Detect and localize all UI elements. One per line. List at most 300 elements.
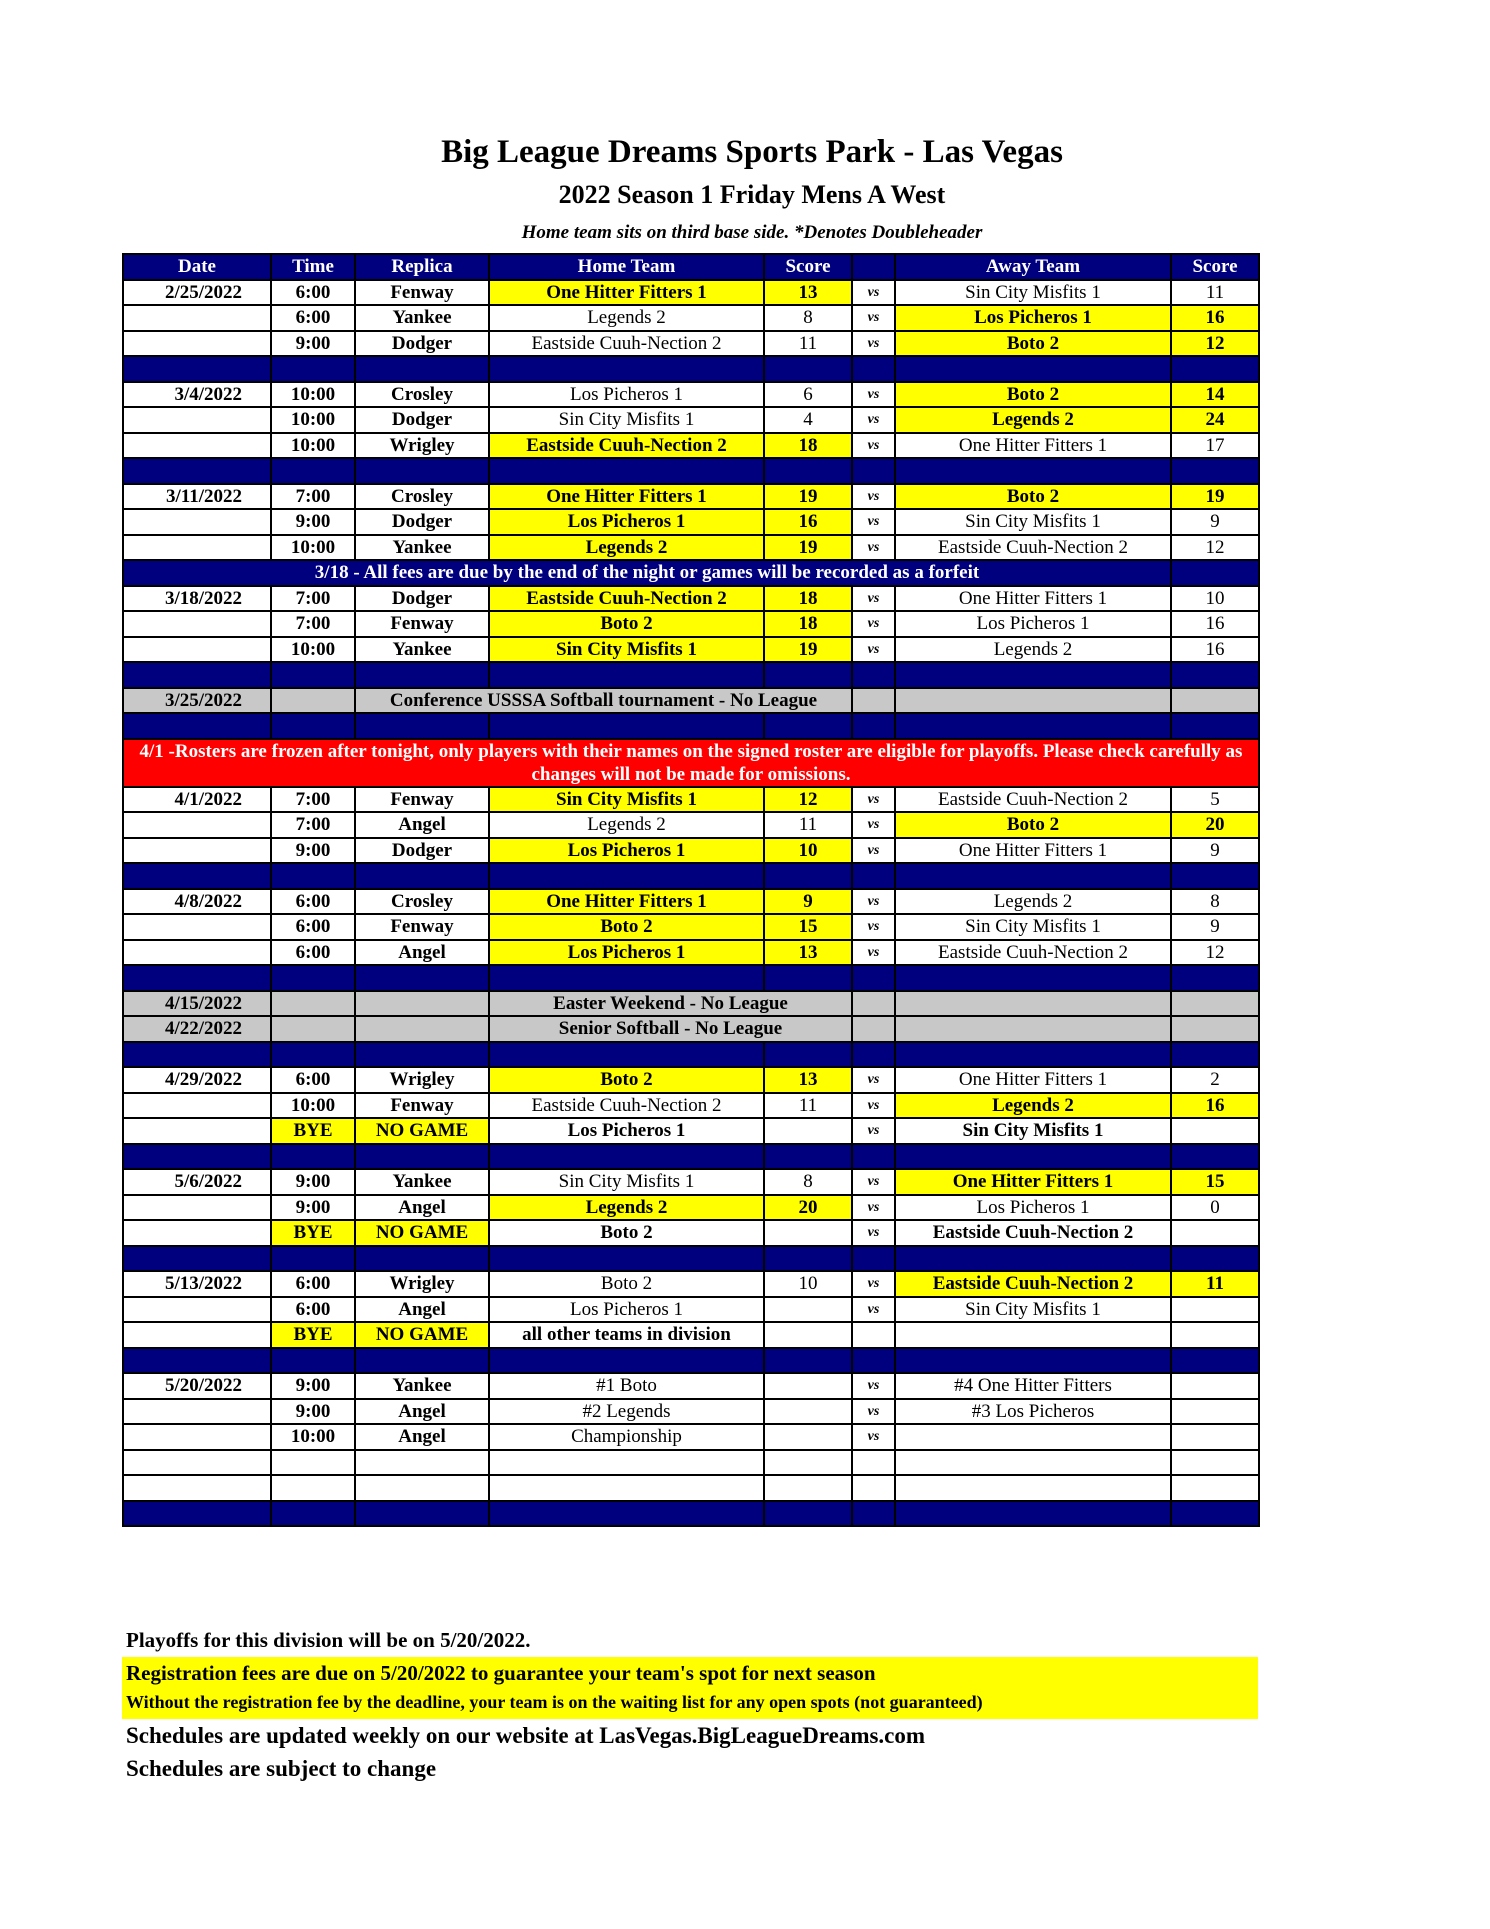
schedule-table: [122, 253, 1260, 1527]
away-score-cell: [1171, 1424, 1259, 1450]
spacer-cell: [123, 1348, 271, 1374]
vs-cell: vs: [852, 838, 895, 864]
home-team-cell: Los Picheros 1: [489, 1297, 764, 1323]
away-team-cell: One Hitter Fitters 1: [895, 1067, 1171, 1093]
home-team-cell: Los Picheros 1: [489, 382, 764, 408]
replica-cell: Yankee: [355, 637, 489, 663]
away-score-cell: [1171, 1373, 1259, 1399]
vs-cell: vs: [852, 305, 895, 331]
page-note: Home team sits on third base side. *Denotes Doubleheader: [521, 222, 983, 243]
date-cell: [123, 433, 271, 459]
time-cell: 6:00: [271, 305, 355, 331]
away-team-cell: Sin City Misfits 1: [895, 280, 1171, 306]
bye-label: BYE: [271, 1322, 355, 1348]
away-score-cell: [1171, 1399, 1259, 1425]
home-team-cell: One Hitter Fitters 1: [489, 889, 764, 915]
spacer-cell: [489, 1042, 764, 1068]
vs-cell: vs: [852, 280, 895, 306]
vs-cell: vs: [852, 1424, 895, 1450]
home-score-cell: 12: [764, 787, 852, 813]
no-league-row: [123, 991, 1259, 1017]
spacer-cell: [355, 662, 489, 688]
empty-cell: [489, 1450, 764, 1476]
time-cell: 9:00: [271, 331, 355, 357]
vs-cell: [852, 991, 895, 1017]
spacer-cell: [895, 1348, 1171, 1374]
spacer-cell: [123, 863, 271, 889]
vs-cell: vs: [852, 1271, 895, 1297]
vs-cell: vs: [852, 382, 895, 408]
away-team-cell: Eastside Cuuh-Nection 2: [895, 787, 1171, 813]
spacer-row: [123, 713, 1259, 739]
time-cell: 7:00: [271, 484, 355, 510]
spacer-row: [123, 1042, 1259, 1068]
home-score-cell: 19: [764, 484, 852, 510]
away-score-cell: 16: [1171, 611, 1259, 637]
away-team-cell: Eastside Cuuh-Nection 2: [895, 1220, 1171, 1246]
vs-cell: [852, 1322, 895, 1348]
vs-cell: vs: [852, 889, 895, 915]
date-cell: [123, 1195, 271, 1221]
vs-cell: vs: [852, 940, 895, 966]
away-score-cell: 12: [1171, 940, 1259, 966]
spacer-cell: [1171, 356, 1259, 382]
time-cell: 9:00: [271, 1399, 355, 1425]
spacer-cell: [355, 1144, 489, 1170]
spacer-cell: [355, 713, 489, 739]
home-team-cell: all other teams in division: [489, 1322, 764, 1348]
away-team-cell: One Hitter Fitters 1: [895, 586, 1171, 612]
no-game-label: NO GAME: [355, 1322, 489, 1348]
spacer-cell: [271, 1042, 355, 1068]
time-cell: 9:00: [271, 1169, 355, 1195]
home-score-cell: [764, 1424, 852, 1450]
time-cell: [271, 1016, 355, 1042]
away-team-cell: Sin City Misfits 1: [895, 1118, 1171, 1144]
home-score-cell: [764, 1322, 852, 1348]
no-league-row: [123, 1016, 1259, 1042]
home-score-cell: 16: [764, 509, 852, 535]
replica-cell: Angel: [355, 1424, 489, 1450]
time-cell: 6:00: [271, 940, 355, 966]
spacer-cell: [895, 1144, 1171, 1170]
spacer-cell: [355, 863, 489, 889]
empty-cell: [123, 1450, 271, 1476]
vs-cell: vs: [852, 433, 895, 459]
vs-cell: vs: [852, 812, 895, 838]
date-cell: [123, 509, 271, 535]
home-score-cell: 6: [764, 382, 852, 408]
home-team-cell: Los Picheros 1: [489, 838, 764, 864]
spacer-cell: [489, 1348, 764, 1374]
vs-cell: vs: [852, 787, 895, 813]
vs-cell: vs: [852, 1373, 895, 1399]
home-team-cell: #2 Legends: [489, 1399, 764, 1425]
away-team-cell: One Hitter Fitters 1: [895, 433, 1171, 459]
home-team-cell: Boto 2: [489, 914, 764, 940]
spacer-cell: [1171, 713, 1259, 739]
away-team-cell: Eastside Cuuh-Nection 2: [895, 940, 1171, 966]
col-header-vs: [852, 254, 895, 280]
game-row: [123, 637, 1259, 663]
away-score-cell: 14: [1171, 382, 1259, 408]
notice-row: [123, 560, 1259, 586]
no-league-row: [123, 688, 1259, 714]
spacer-cell: [271, 863, 355, 889]
spacer-cell: [489, 1501, 764, 1527]
game-row: [123, 611, 1259, 637]
no-league-text: Conference USSSA Softball tournament - No League: [355, 688, 852, 714]
away-score-cell: 11: [1171, 280, 1259, 306]
spacer-cell: [1171, 458, 1259, 484]
no-league-text: Senior Softball - No League: [489, 1016, 852, 1042]
spacer-cell: [489, 356, 764, 382]
empty-cell: [852, 1475, 895, 1501]
replica-cell: Yankee: [355, 1373, 489, 1399]
away-team-cell: Sin City Misfits 1: [895, 1297, 1171, 1323]
away-team-cell: Los Picheros 1: [895, 1195, 1171, 1221]
away-score-cell: 15: [1171, 1169, 1259, 1195]
home-team-cell: Eastside Cuuh-Nection 2: [489, 433, 764, 459]
spacer-cell: [355, 1246, 489, 1272]
spacer-cell: [895, 965, 1171, 991]
date-cell: 5/13/2022: [123, 1271, 271, 1297]
spacer-cell: [895, 863, 1171, 889]
game-row: [123, 1271, 1259, 1297]
away-team-cell: #3 Los Picheros: [895, 1399, 1171, 1425]
spacer-cell: [271, 965, 355, 991]
notice-text: 3/18 - All fees are due by the end of the night or games will be recorded as a forfeit: [123, 560, 1171, 586]
home-score-cell: 9: [764, 889, 852, 915]
spacer-cell: [271, 1348, 355, 1374]
date-cell: [123, 1118, 271, 1144]
spacer-cell: [895, 713, 1171, 739]
playoffs-note: Playoffs for this division will be on 5/20/2022.: [126, 1628, 531, 1652]
game-row: [123, 535, 1259, 561]
replica-cell: Fenway: [355, 611, 489, 637]
empty-cell: [764, 1450, 852, 1476]
game-row: [123, 382, 1259, 408]
away-team-cell: Los Picheros 1: [895, 305, 1171, 331]
time-cell: 9:00: [271, 838, 355, 864]
date-cell: 4/22/2022: [123, 1016, 271, 1042]
schedule-body: [123, 280, 1259, 1527]
spacer-cell: [852, 1501, 895, 1527]
away-team-cell: [895, 1322, 1171, 1348]
home-score-cell: 18: [764, 433, 852, 459]
spacer-cell: [852, 1348, 895, 1374]
time-cell: 6:00: [271, 1271, 355, 1297]
bye-row: [123, 1220, 1259, 1246]
vs-cell: vs: [852, 1399, 895, 1425]
away-team-cell: Legends 2: [895, 407, 1171, 433]
spacer-cell: [1171, 1246, 1259, 1272]
spacer-row: [123, 458, 1259, 484]
replica-cell: Dodger: [355, 509, 489, 535]
date-cell: 3/11/2022: [123, 484, 271, 510]
time-cell: 7:00: [271, 611, 355, 637]
spacer-cell: [123, 1246, 271, 1272]
empty-cell: [852, 1450, 895, 1476]
registration-box: [122, 1657, 1258, 1719]
col-header-time: Time: [271, 254, 355, 280]
away-team-cell: One Hitter Fitters 1: [895, 838, 1171, 864]
no-game-label: NO GAME: [355, 1220, 489, 1246]
spacer-cell: [852, 662, 895, 688]
away-team-cell: [895, 1424, 1171, 1450]
spacer-cell: [489, 863, 764, 889]
empty-cell: [271, 1475, 355, 1501]
home-team-cell: Championship: [489, 1424, 764, 1450]
home-team-cell: One Hitter Fitters 1: [489, 280, 764, 306]
home-score-cell: 11: [764, 812, 852, 838]
game-row: [123, 509, 1259, 535]
away-score-cell: 5: [1171, 787, 1259, 813]
spacer-cell: [355, 965, 489, 991]
time-cell: [271, 688, 355, 714]
col-header-home-team: Home Team: [489, 254, 764, 280]
spacer-cell: [1171, 1501, 1259, 1527]
spacer-cell: [764, 713, 852, 739]
home-score-cell: 15: [764, 914, 852, 940]
replica-cell: Crosley: [355, 484, 489, 510]
date-cell: [123, 812, 271, 838]
date-cell: [123, 535, 271, 561]
page-subtitle: 2022 Season 1 Friday Mens A West: [558, 180, 946, 209]
home-team-cell: Boto 2: [489, 1220, 764, 1246]
date-cell: [123, 305, 271, 331]
away-score-cell: 9: [1171, 838, 1259, 864]
spacer-cell: [764, 356, 852, 382]
empty-cell: [355, 1450, 489, 1476]
home-score-cell: 13: [764, 280, 852, 306]
game-row: [123, 1195, 1259, 1221]
spacer-cell: [764, 1144, 852, 1170]
home-score-cell: [764, 1220, 852, 1246]
date-cell: [123, 407, 271, 433]
bye-label: BYE: [271, 1220, 355, 1246]
home-team-cell: Eastside Cuuh-Nection 2: [489, 586, 764, 612]
time-cell: 9:00: [271, 1195, 355, 1221]
away-score-cell: 16: [1171, 1093, 1259, 1119]
spacer-cell: [1171, 662, 1259, 688]
spacer-cell: [271, 1501, 355, 1527]
home-score-cell: 19: [764, 535, 852, 561]
home-team-cell: Legends 2: [489, 305, 764, 331]
home-team-cell: Los Picheros 1: [489, 940, 764, 966]
game-row: [123, 1169, 1259, 1195]
away-team-cell: [895, 1016, 1171, 1042]
date-cell: 5/6/2022: [123, 1169, 271, 1195]
empty-cell: [895, 1475, 1171, 1501]
spacer-cell: [1171, 863, 1259, 889]
home-score-cell: 4: [764, 407, 852, 433]
replica-cell: Fenway: [355, 787, 489, 813]
empty-row: [123, 1475, 1259, 1501]
date-cell: [123, 914, 271, 940]
away-team-cell: Sin City Misfits 1: [895, 914, 1171, 940]
bye-label: BYE: [271, 1118, 355, 1144]
game-row: [123, 787, 1259, 813]
time-cell: 6:00: [271, 1067, 355, 1093]
replica-cell: Yankee: [355, 1169, 489, 1195]
empty-cell: [271, 1450, 355, 1476]
away-score-cell: 2: [1171, 1067, 1259, 1093]
away-score-cell: 8: [1171, 889, 1259, 915]
date-cell: [123, 1322, 271, 1348]
game-row: [123, 1093, 1259, 1119]
date-cell: [123, 940, 271, 966]
away-team-cell: Boto 2: [895, 331, 1171, 357]
spacer-cell: [895, 1042, 1171, 1068]
spacer-cell: [123, 1501, 271, 1527]
home-team-cell: Sin City Misfits 1: [489, 787, 764, 813]
away-score-cell: [1171, 1322, 1259, 1348]
away-team-cell: Eastside Cuuh-Nection 2: [895, 1271, 1171, 1297]
time-cell: 7:00: [271, 812, 355, 838]
game-row: [123, 1373, 1259, 1399]
away-score-cell: [1171, 991, 1259, 1017]
home-score-cell: 10: [764, 1271, 852, 1297]
replica-cell: Yankee: [355, 535, 489, 561]
away-score-cell: 9: [1171, 914, 1259, 940]
date-cell: 4/15/2022: [123, 991, 271, 1017]
waiting-list-note: Without the registration fee by the deadline, your team is on the waiting list for any open spots (not guaranteed): [126, 1692, 983, 1712]
away-team-cell: Legends 2: [895, 1093, 1171, 1119]
time-cell: [271, 991, 355, 1017]
away-score-cell: 24: [1171, 407, 1259, 433]
game-row: [123, 586, 1259, 612]
away-score-cell: 0: [1171, 1195, 1259, 1221]
replica-cell: Crosley: [355, 382, 489, 408]
away-score-cell: 16: [1171, 305, 1259, 331]
page-title: Big League Dreams Sports Park - Las Vegas: [441, 134, 1063, 170]
date-cell: 4/1/2022: [123, 787, 271, 813]
empty-cell: [123, 1475, 271, 1501]
away-team-cell: Boto 2: [895, 812, 1171, 838]
spacer-cell: [852, 863, 895, 889]
date-cell: [123, 1399, 271, 1425]
table-header-row: [123, 254, 1259, 280]
away-team-cell: Boto 2: [895, 382, 1171, 408]
home-score-cell: [764, 1118, 852, 1144]
home-team-cell: Eastside Cuuh-Nection 2: [489, 1093, 764, 1119]
change-note: Schedules are subject to change: [126, 1756, 437, 1781]
spacer-cell: [489, 965, 764, 991]
vs-cell: vs: [852, 535, 895, 561]
replica-cell: Dodger: [355, 331, 489, 357]
time-cell: 9:00: [271, 509, 355, 535]
away-score-cell: 17: [1171, 433, 1259, 459]
empty-cell: [1171, 1475, 1259, 1501]
time-cell: 6:00: [271, 1297, 355, 1323]
away-team-cell: #4 One Hitter Fitters: [895, 1373, 1171, 1399]
home-score-cell: 18: [764, 611, 852, 637]
away-score-cell: [1171, 1220, 1259, 1246]
notice-cell: [1171, 560, 1259, 586]
spacer-cell: [271, 458, 355, 484]
spacer-cell: [355, 1042, 489, 1068]
game-row: [123, 1424, 1259, 1450]
replica-cell: Angel: [355, 1297, 489, 1323]
date-cell: [123, 1093, 271, 1119]
spacer-cell: [1171, 1042, 1259, 1068]
game-row: [123, 1067, 1259, 1093]
spacer-cell: [764, 965, 852, 991]
time-cell: 6:00: [271, 914, 355, 940]
spacer-cell: [489, 458, 764, 484]
time-cell: 6:00: [271, 889, 355, 915]
time-cell: 7:00: [271, 787, 355, 813]
time-cell: 10:00: [271, 1424, 355, 1450]
away-team-cell: Sin City Misfits 1: [895, 509, 1171, 535]
spacer-cell: [852, 1144, 895, 1170]
replica-cell: Fenway: [355, 280, 489, 306]
away-team-cell: [895, 991, 1171, 1017]
away-team-cell: [895, 688, 1171, 714]
home-team-cell: Legends 2: [489, 1195, 764, 1221]
spacer-cell: [489, 1144, 764, 1170]
spacer-cell: [852, 713, 895, 739]
spacer-row: [123, 965, 1259, 991]
spacer-cell: [852, 356, 895, 382]
home-team-cell: #1 Boto: [489, 1373, 764, 1399]
replica-cell: Crosley: [355, 889, 489, 915]
date-cell: [123, 1424, 271, 1450]
spacer-cell: [489, 713, 764, 739]
spacer-cell: [764, 458, 852, 484]
game-row: [123, 812, 1259, 838]
date-cell: 4/29/2022: [123, 1067, 271, 1093]
alert-text: 4/1 -Rosters are frozen after tonight, only players with their names on the signed roster are eligible for playoffs. Please check carefully as changes will not be made for omissions.: [123, 739, 1259, 787]
no-league-text: Easter Weekend - No League: [489, 991, 852, 1017]
spacer-cell: [355, 458, 489, 484]
replica-cell: Wrigley: [355, 433, 489, 459]
home-team-cell: Legends 2: [489, 535, 764, 561]
home-score-cell: 19: [764, 637, 852, 663]
away-score-cell: 20: [1171, 812, 1259, 838]
spacer-cell: [489, 1246, 764, 1272]
vs-cell: vs: [852, 1169, 895, 1195]
date-cell: [123, 637, 271, 663]
home-team-cell: Los Picheros 1: [489, 509, 764, 535]
spacer-cell: [1171, 1144, 1259, 1170]
spacer-cell: [895, 1246, 1171, 1272]
game-row: [123, 914, 1259, 940]
spacer-cell: [489, 662, 764, 688]
bye-row: [123, 1118, 1259, 1144]
home-team-cell: Sin City Misfits 1: [489, 1169, 764, 1195]
home-score-cell: 18: [764, 586, 852, 612]
spacer-cell: [271, 1144, 355, 1170]
away-score-cell: 19: [1171, 484, 1259, 510]
home-score-cell: 20: [764, 1195, 852, 1221]
home-team-cell: Boto 2: [489, 1271, 764, 1297]
spacer-cell: [271, 713, 355, 739]
spacer-cell: [123, 458, 271, 484]
col-header-home-score: Score: [764, 254, 852, 280]
spacer-row: [123, 1246, 1259, 1272]
replica-cell: Wrigley: [355, 1271, 489, 1297]
replica-cell: Fenway: [355, 914, 489, 940]
vs-cell: vs: [852, 1220, 895, 1246]
vs-cell: vs: [852, 914, 895, 940]
game-row: [123, 940, 1259, 966]
spacer-cell: [852, 1042, 895, 1068]
spacer-cell: [852, 458, 895, 484]
time-cell: 7:00: [271, 586, 355, 612]
date-cell: [123, 331, 271, 357]
